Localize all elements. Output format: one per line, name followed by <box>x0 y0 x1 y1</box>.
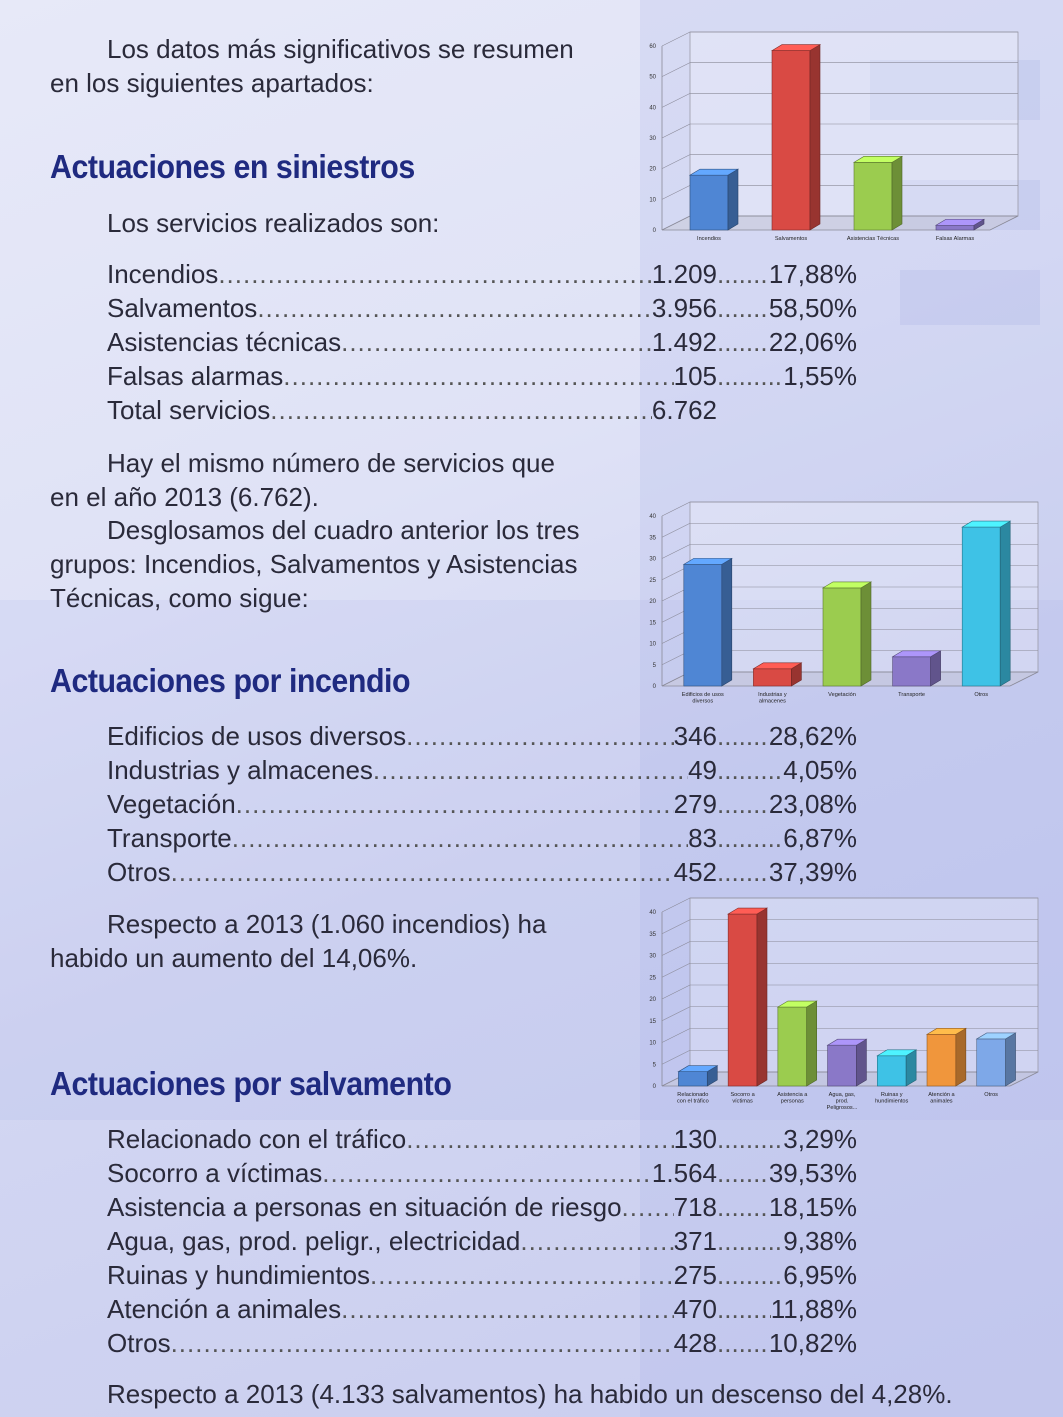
chart-bar-front <box>753 669 791 686</box>
row-label: Vegetación <box>107 789 236 819</box>
row-percent: 58,50% <box>768 293 857 323</box>
chart-bar-front <box>893 657 931 686</box>
chart-category-label: Asistencias Técnicas <box>846 236 900 242</box>
stat-row-total <box>107 393 857 427</box>
row-percent: 3,29% <box>783 1124 857 1154</box>
chart-tick-label: 0 <box>652 1084 656 1090</box>
chart-siniestros <box>640 18 1040 250</box>
row-value: 346 <box>673 721 717 751</box>
chart-bar-front <box>927 1034 956 1086</box>
siniestros-list <box>107 257 857 427</box>
chart-bar-side <box>728 169 738 230</box>
chart-bar <box>854 156 902 230</box>
row-percent: 39,53% <box>768 1158 857 1188</box>
chart-bar <box>962 521 1010 686</box>
chart-category-label: Vegetación <box>828 692 856 698</box>
row-value: 428 <box>673 1328 717 1358</box>
row-value: 6.762 <box>651 395 717 425</box>
heading-incendio: Actuaciones por incendio <box>50 662 411 699</box>
chart-tick-label: 0 <box>652 228 656 234</box>
chart-gridline-side <box>662 898 690 912</box>
row-percent: 22,06% <box>768 327 857 357</box>
chart-bar <box>893 651 941 686</box>
row-percent: 6,95% <box>783 1260 857 1290</box>
row-label: Socorro a víctimas <box>107 1158 323 1188</box>
chart-bar-side <box>892 156 902 230</box>
row-percent: 28,62% <box>768 721 857 751</box>
chart-bar-front <box>828 1045 857 1086</box>
stat-row <box>107 257 857 291</box>
row-percent: 11,88% <box>770 1294 857 1324</box>
row-percent: 37,39% <box>768 857 857 887</box>
chart-bar-front <box>690 175 728 230</box>
chart-category-label: prod. <box>835 1098 849 1105</box>
chart-tick-label: 10 <box>649 1040 656 1047</box>
stat-row <box>107 1190 857 1224</box>
chart-category-label: Edificios de usos <box>681 692 724 698</box>
chart-tick-label: 15 <box>649 620 656 627</box>
chart-salvamento <box>640 896 1040 1118</box>
chart-category-label: Incendios <box>697 236 721 242</box>
chart-category-label: Salvamentos <box>774 236 808 242</box>
chart-category-label: diversos <box>692 698 714 705</box>
chart-bar <box>772 45 820 230</box>
chart-gridline-side <box>662 985 690 999</box>
row-value: 371 <box>673 1226 717 1256</box>
chart-category-label: Agua, gas, <box>828 1092 856 1098</box>
stat-row <box>107 753 857 787</box>
leader-dots <box>520 1224 673 1258</box>
chart-gridline-side <box>662 942 690 956</box>
chart-category-label: víctimas <box>732 1098 753 1105</box>
chart-tick-label: 60 <box>649 44 656 50</box>
salvamento-list <box>107 1122 857 1360</box>
chart-category-label: Ruinas y <box>880 1092 903 1098</box>
chart-tick-label: 20 <box>649 997 656 1003</box>
leader-dots <box>373 753 688 787</box>
row-percent: 4,05% <box>783 755 857 785</box>
chart-gridline-side <box>662 32 690 46</box>
chart-bar-front <box>684 564 722 686</box>
row-value: 718 <box>673 1192 717 1222</box>
row-value: 470 <box>673 1294 717 1324</box>
chart-bar <box>728 908 767 1086</box>
chart-category-label: personas <box>780 1098 804 1105</box>
chart-bar <box>927 1028 966 1086</box>
chart-tick-label: 20 <box>649 166 656 173</box>
chart-bar-front <box>877 1056 906 1086</box>
chart-tick-label: 25 <box>649 975 656 982</box>
row-label: Agua, gas, prod. peligr., electricidad <box>107 1226 521 1256</box>
chart-bar-side <box>807 1001 817 1086</box>
chart-incendio <box>640 498 1040 712</box>
chart-tick-label: 30 <box>649 136 656 142</box>
stat-row <box>107 1326 857 1360</box>
chart-tick-label: 35 <box>649 931 656 938</box>
chart-gridline-side <box>662 523 690 537</box>
leader-dots <box>236 787 674 821</box>
chart-gridline-side <box>662 155 690 169</box>
row-label: Atención a animales <box>107 1294 342 1324</box>
row-label: Total servicios <box>107 395 271 425</box>
chart-bar <box>823 582 871 686</box>
row-value: 1.209 <box>651 259 717 289</box>
chart-category-label: Transporte <box>898 692 926 698</box>
chart-tick-label: 5 <box>652 1062 656 1069</box>
row-percent: 9,38% <box>783 1226 857 1256</box>
chart-tick-label: 30 <box>649 556 656 563</box>
leader-dots <box>171 1326 674 1360</box>
chart-bar-side <box>856 1039 866 1086</box>
stat-row <box>107 1258 857 1292</box>
chart-gridline-side <box>662 963 690 977</box>
row-label: Transporte <box>107 823 232 853</box>
chart-bar <box>877 1050 916 1086</box>
row-label: Asistencias técnicas <box>107 327 342 357</box>
chart-tick-label: 40 <box>649 514 656 520</box>
chart-bar <box>753 663 801 686</box>
chart-gridline-side <box>662 920 690 934</box>
chart-tick-label: 15 <box>649 1018 656 1025</box>
chart-tick-label: 0 <box>652 684 656 690</box>
chart-gridline-side <box>662 1007 690 1021</box>
row-value: 1.492 <box>651 327 717 357</box>
row-label: Otros <box>107 857 171 887</box>
siniestros-intro: Los servicios realizados son: <box>107 208 440 238</box>
chart-bar-front <box>854 162 892 230</box>
chart-category-label: Industrias y <box>758 692 787 698</box>
chart-gridline-side <box>662 1050 690 1064</box>
row-label: Asistencia a personas en situación de riesgo <box>107 1192 622 1222</box>
chart-category-label: Otros <box>984 1092 998 1098</box>
leader-dots <box>232 821 688 855</box>
chart-category-label: con el tráfico <box>676 1098 709 1105</box>
chart-bar <box>936 219 984 230</box>
chart-bar-front <box>977 1039 1006 1086</box>
chart-category-label: Falsas Alarmas <box>935 236 975 242</box>
stat-row <box>107 359 857 393</box>
leader-dots <box>322 1156 652 1190</box>
row-label: Salvamentos <box>107 293 258 323</box>
chart-bar <box>684 558 732 686</box>
chart-bar <box>977 1033 1016 1086</box>
chart-bar-front <box>936 225 974 230</box>
leader-dots <box>622 1190 674 1224</box>
chart-tick-label: 10 <box>649 641 656 648</box>
chart-tick-label: 25 <box>649 577 656 584</box>
stat-row <box>107 291 857 325</box>
row-value: 49 <box>688 755 717 785</box>
chart-tick-label: 50 <box>649 74 656 81</box>
chart-bar-front <box>823 588 861 686</box>
row-value: 279 <box>673 789 717 819</box>
chart-gridline-side <box>662 93 690 107</box>
siniestros-note: Hay el mismo número de servicios que en el año 2013 (6.762). <box>50 448 555 512</box>
chart-bar-side <box>861 582 871 686</box>
incendio-list <box>107 719 857 889</box>
chart-category-label: Asistencia a <box>777 1092 808 1098</box>
intro-paragraph: Los datos más significativos se resumen en los siguientes apartados: <box>50 34 574 98</box>
heading-salvamento: Actuaciones por salvamento <box>50 1065 452 1102</box>
stat-row <box>107 325 857 359</box>
stat-row <box>107 1224 857 1258</box>
stat-row <box>107 821 857 855</box>
chart-bar <box>828 1039 867 1086</box>
stat-row <box>107 1292 857 1326</box>
leader-dots <box>341 325 652 359</box>
chart-category-label: almacenes <box>758 698 786 705</box>
chart-category-label: Peligrosos... <box>826 1105 858 1111</box>
row-percent: 6,87% <box>783 823 857 853</box>
row-percent: 23,08% <box>768 789 857 819</box>
chart-category-label: animales <box>930 1098 953 1105</box>
chart-tick-label: 30 <box>649 953 656 960</box>
row-label: Incendios <box>107 259 219 289</box>
chart-category-label: Relacionado <box>677 1092 709 1098</box>
leader-dots <box>283 359 673 393</box>
row-percent: 10,82% <box>768 1328 857 1358</box>
stat-row <box>107 1122 857 1156</box>
row-percent: 18,15% <box>768 1192 857 1222</box>
chart-bar-side <box>757 908 767 1086</box>
row-percent: 17,88% <box>768 259 857 289</box>
chart-gridline-side <box>662 124 690 138</box>
chart-bar-side <box>956 1028 966 1086</box>
siniestros-breakdown-note: Desglosamos del cuadro anterior los tres grupos: Incendios, Salvamentos y Asistencias Técnicas, como sigue: <box>50 515 580 613</box>
chart-bar <box>778 1001 817 1086</box>
row-label: Edificios de usos diversos <box>107 721 407 751</box>
chart-tick-label: 20 <box>649 599 656 605</box>
row-label: Falsas alarmas <box>107 361 284 391</box>
leader-dots <box>370 1258 674 1292</box>
chart-category-label: Atención a <box>928 1092 955 1098</box>
leader-dots <box>257 291 652 325</box>
heading-siniestros: Actuaciones en siniestros <box>50 148 415 185</box>
chart-bar-side <box>1000 521 1010 686</box>
chart-bar-front <box>728 914 757 1086</box>
chart-bar-side <box>1006 1033 1016 1086</box>
chart-gridline-side <box>662 1029 690 1043</box>
chart-bar <box>678 1066 717 1086</box>
leader-dots <box>341 1292 673 1326</box>
row-value: 3.956 <box>651 293 717 323</box>
chart-category-label: hundimientos <box>875 1098 909 1105</box>
leader-dots <box>171 855 674 889</box>
stat-row <box>107 855 857 889</box>
row-percent: 1,55% <box>783 361 857 391</box>
row-value: 130 <box>673 1124 717 1154</box>
chart-bar-side <box>722 558 732 686</box>
row-label: Industrias y almacenes <box>107 755 373 785</box>
chart-category-label: Socorro a <box>730 1092 755 1098</box>
chart-bar-front <box>772 51 810 230</box>
chart-bar-front <box>962 527 1000 686</box>
leader-dots <box>406 1122 673 1156</box>
leader-dots <box>406 719 673 753</box>
row-label: Relacionado con el tráfico <box>107 1124 407 1154</box>
chart-bar-side <box>810 45 820 230</box>
chart-tick-label: 5 <box>652 662 656 669</box>
row-label: Otros <box>107 1328 171 1358</box>
chart-tick-label: 40 <box>649 910 656 916</box>
stat-row <box>107 787 857 821</box>
row-value: 105 <box>673 361 717 391</box>
chart-gridline-side <box>662 502 690 516</box>
chart-tick-label: 10 <box>649 197 656 204</box>
chart-gridline-side <box>662 185 690 199</box>
stat-row <box>107 719 857 753</box>
salvamento-note: Respecto a 2013 (4.133 salvamentos) ha habido un descenso del 4,28%. <box>107 1379 953 1409</box>
chart-bar-front <box>678 1072 707 1086</box>
chart-tick-label: 40 <box>649 105 656 112</box>
row-value: 275 <box>673 1260 717 1290</box>
row-value: 452 <box>673 857 717 887</box>
stat-row <box>107 1156 857 1190</box>
row-value: 83 <box>688 823 717 853</box>
chart-category-label: Otros <box>974 692 989 698</box>
chart-tick-label: 35 <box>649 535 656 542</box>
chart-gridline-side <box>662 63 690 77</box>
chart-bar-front <box>778 1007 807 1086</box>
incendio-note: Respecto a 2013 (1.060 incendios) ha habido un aumento del 14,06%. <box>50 909 547 973</box>
row-value: 1.564 <box>651 1158 717 1188</box>
chart-bar <box>690 169 738 230</box>
leader-dots <box>270 393 652 427</box>
leader-dots <box>218 257 652 291</box>
row-label: Ruinas y hundimientos <box>107 1260 371 1290</box>
chart-gridline-side <box>662 545 690 559</box>
